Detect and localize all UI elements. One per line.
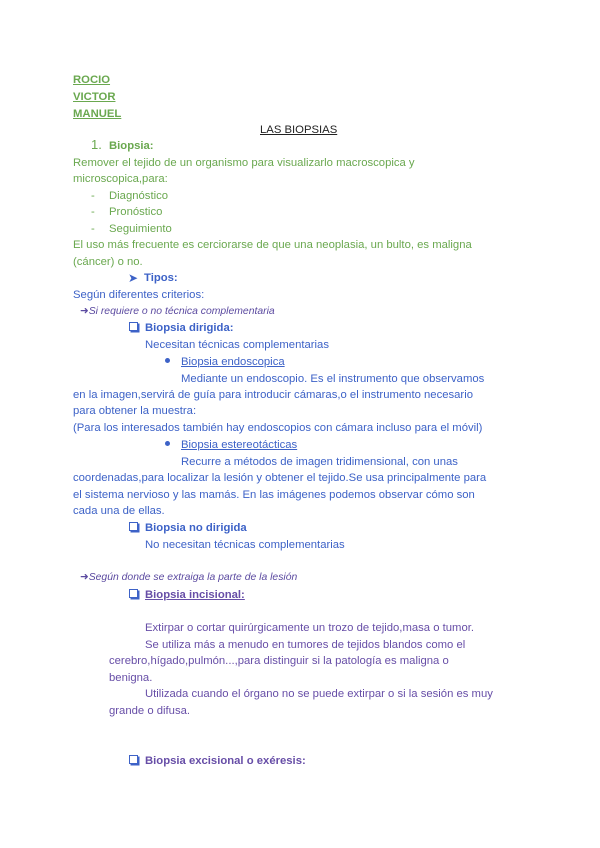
paragraph-line: benigna.	[109, 672, 153, 684]
checkbox-bullet-icon	[129, 755, 138, 764]
checkbox-bullet-icon	[129, 322, 138, 331]
arrow-right-icon: ➜	[80, 572, 89, 583]
list-bullet: -	[91, 190, 95, 202]
subsection-heading	[129, 520, 247, 537]
page-title: LAS BIOPSIAS	[260, 124, 338, 136]
paragraph-line: (cáncer) o no.	[73, 256, 143, 268]
bullet-item	[165, 354, 285, 371]
bullet-item-label: Biopsia endoscopica	[181, 356, 285, 368]
section-heading: Tipos:	[144, 272, 178, 284]
paragraph-line: Mediante un endoscopio. Es el instrumento que observamos	[181, 373, 485, 385]
subsection-heading	[129, 587, 245, 604]
section-heading: Biopsia:	[109, 140, 154, 152]
paragraph-line: en la imagen,servirá de guía para introducir cámaras,o el instrumento necesario	[73, 389, 473, 401]
checkbox-bullet-icon	[129, 522, 138, 531]
paragraph-line: Remover el tejido de un organismo para visualizarlo macroscopica y	[73, 157, 415, 169]
bullet-dot-icon	[165, 441, 170, 446]
paragraph-line: Recurre a métodos de imagen tridimensional, con unas	[181, 456, 458, 468]
section-number: 1.	[91, 137, 102, 152]
paragraph-line: Extirpar o cortar quirúrgicamente un trozo de tejido,masa o tumor.	[145, 622, 475, 634]
paragraph-line: Se utiliza más a menudo en tumores de tejidos blandos como el	[145, 639, 466, 651]
list-bullet: -	[91, 206, 95, 218]
author-name: ROCIO	[73, 74, 111, 86]
subsection-heading-text: Biopsia incisional:	[145, 589, 245, 601]
paragraph-line: para obtener la muestra:	[73, 405, 197, 417]
paragraph-line: El uso más frecuente es cerciorarse de que una neoplasia, un bulto, es maligna	[73, 239, 472, 251]
list-bullet: -	[91, 223, 95, 235]
subsection-heading	[129, 320, 234, 337]
list-item: Diagnóstico	[109, 190, 169, 202]
arrow-bullet-icon: ➤	[128, 271, 139, 285]
paragraph-line: grande o difusa.	[109, 705, 191, 717]
criterion-text: Según donde se extraiga la parte de la lesión	[88, 572, 298, 583]
subsection-heading-text: Biopsia dirigida:	[145, 322, 234, 334]
paragraph-line: coordenadas,para localizar la lesión y obtener el tejido.Se usa principalmente para	[73, 472, 487, 484]
paragraph-line: cada una de ellas.	[73, 505, 165, 517]
paragraph-line: Según diferentes criterios:	[73, 289, 205, 301]
criterion-note	[80, 570, 297, 587]
paragraph-line: Utilizada cuando el órgano no se puede extirpar o si la sesión es muy	[145, 688, 493, 700]
author-name: VICTOR	[73, 91, 116, 103]
subsection-heading	[129, 753, 306, 770]
list-item: Seguimiento	[109, 223, 172, 235]
paragraph-line: No necesitan técnicas complementarias	[145, 539, 345, 551]
subsection-heading-text: Biopsia no dirigida	[145, 522, 247, 534]
bullet-item	[165, 437, 297, 454]
author-name: MANUEL	[73, 108, 122, 120]
paragraph-line: el sistema nervioso y las mamás. En las imágenes podemos observar cómo son	[73, 489, 475, 501]
bullet-item-label: Biopsia estereotácticas	[181, 439, 298, 451]
list-item: Pronóstico	[109, 206, 163, 218]
criterion-text: Si requiere o no técnica complementaria	[88, 306, 275, 317]
arrow-right-icon: ➜	[80, 306, 89, 317]
paragraph-line: (Para los interesados también hay endoscopios con cámara incluso para el móvil)	[73, 422, 483, 434]
criterion-note	[80, 304, 275, 321]
checkbox-bullet-icon	[129, 589, 138, 598]
paragraph-line: Necesitan técnicas complementarias	[145, 339, 329, 351]
subsection-heading-text: Biopsia excisional o exéresis:	[145, 755, 306, 767]
paragraph-line: microscopica,para:	[73, 173, 168, 185]
paragraph-line: cerebro,hígado,pulmón...,para distinguir si la patología es maligna o	[109, 655, 449, 667]
bullet-dot-icon	[165, 358, 170, 363]
